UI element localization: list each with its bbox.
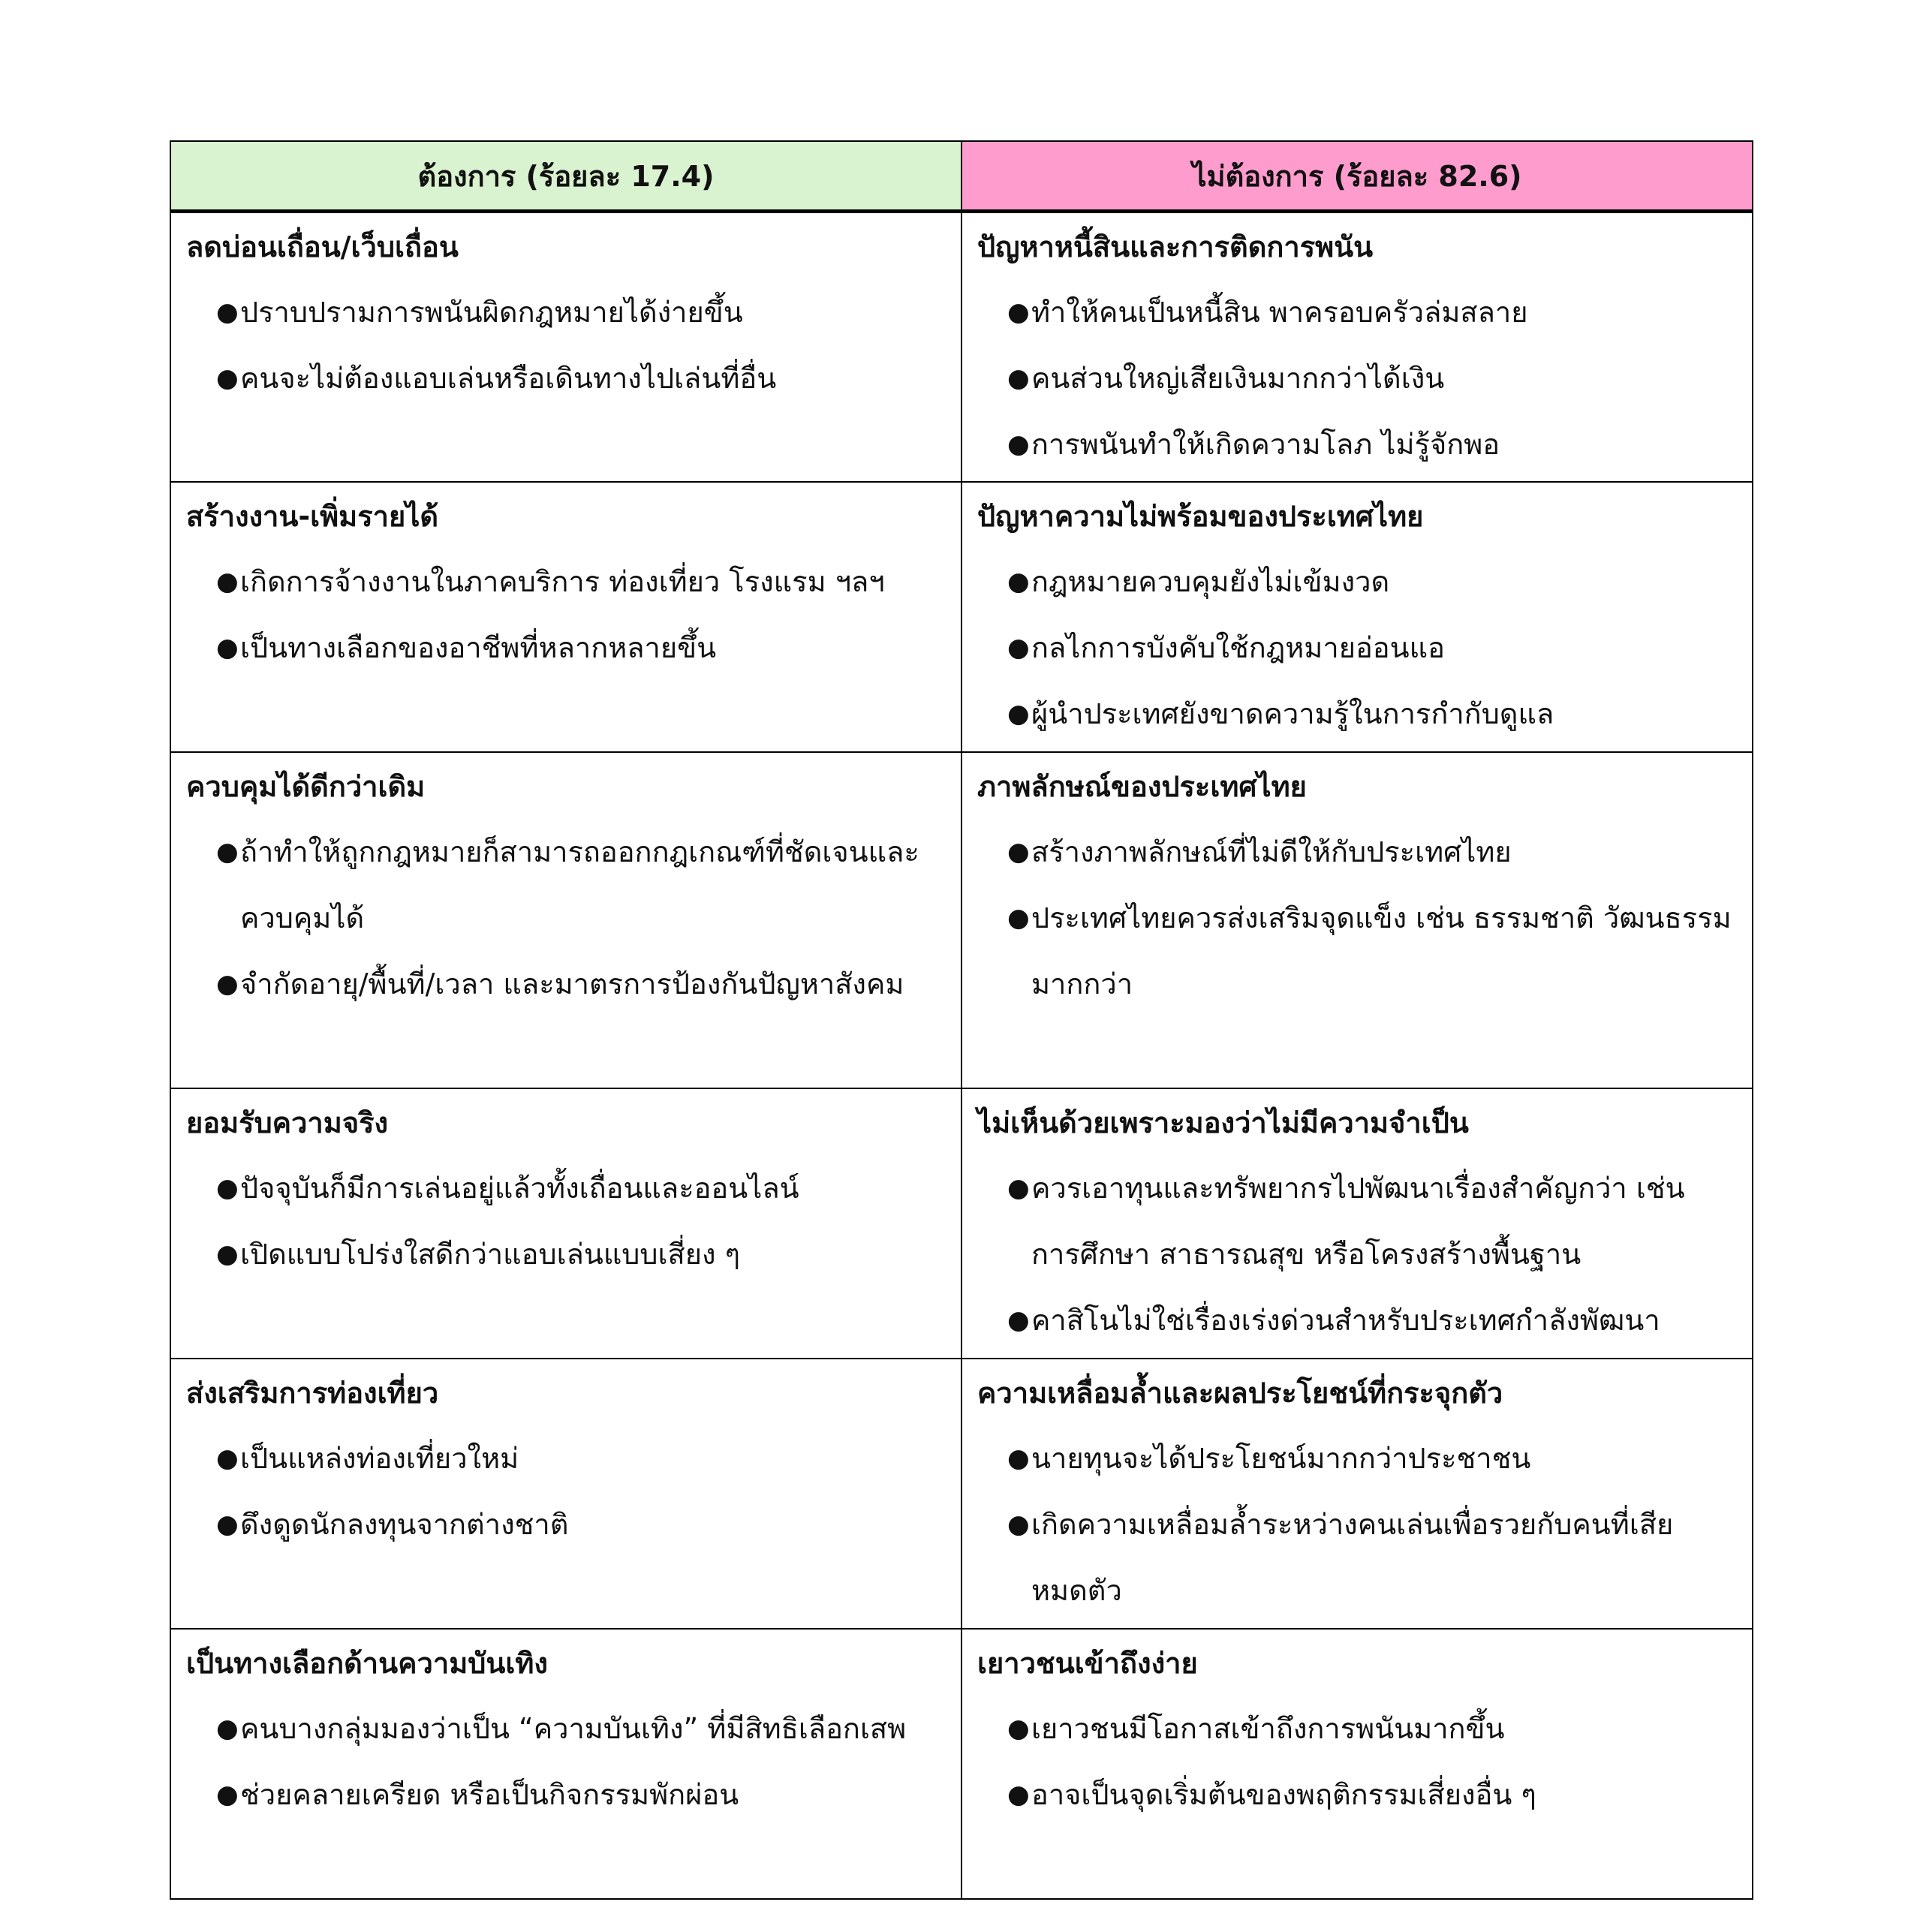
bullet-icon: ● [1007, 698, 1030, 729]
list-item [977, 411, 1737, 477]
bullet-icon: ● [1007, 1305, 1030, 1335]
list-item [977, 681, 1737, 747]
bullet-list [186, 279, 946, 411]
table-row [170, 1359, 1753, 1629]
table-header-row [170, 141, 1753, 212]
header-not-want: ไม่ต้องการ (ร้อยละ 82.6) [962, 141, 1753, 212]
cell-not-want [962, 212, 1753, 482]
cell-not-want [962, 1088, 1753, 1359]
list-item-text: คาสิโนไม่ใช่เรื่องเร่งด่วนสำหรับประเทศกำลังพัฒนา [1031, 1303, 1660, 1337]
bullet-list [186, 549, 946, 681]
bullet-icon: ● [216, 1238, 239, 1269]
bullet-list [186, 1155, 946, 1287]
list-item-text: ควรเอาทุนและทรัพยากรไปพัฒนาเรื่องสำคัญกว่า เช่น การศึกษา สาธารณสุข หรือโครงสร้างพื้นฐาน [1031, 1171, 1685, 1271]
list-item-text: เกิดความเหลื่อมล้ำระหว่างคนเล่นเพื่อรวยกับคนที่เสียหมดตัว [1031, 1507, 1674, 1607]
bullet-icon: ● [216, 836, 239, 867]
bullet-icon: ● [1007, 1172, 1030, 1203]
topic-title: ไม่เห็นด้วยเพราะมองว่าไม่มีความจำเป็น [977, 1106, 1469, 1139]
bullet-icon: ● [1007, 363, 1030, 393]
list-item [186, 1155, 946, 1221]
list-item-text: ปัจจุบันก็มีการเล่นอยู่แล้วทั้งเถื่อนและออนไลน์ [240, 1171, 799, 1205]
cell-want [170, 1359, 962, 1629]
list-item [977, 615, 1737, 681]
list-item [186, 819, 946, 951]
table-row [170, 752, 1753, 1088]
table-row [170, 1629, 1753, 1899]
list-item [186, 279, 946, 345]
list-item-text: ผู้นำประเทศยังขาดความรู้ในการกำกับดูแล [1031, 697, 1554, 730]
list-item [186, 615, 946, 681]
bullet-icon: ● [216, 1713, 239, 1744]
bullet-list [977, 1696, 1737, 1828]
list-item [977, 549, 1737, 615]
bullet-icon: ● [1007, 632, 1030, 663]
table-body [170, 212, 1753, 1899]
list-item-text: สร้างภาพลักษณ์ที่ไม่ดีให้กับประเทศไทย [1031, 835, 1512, 868]
list-item-text: ถ้าทำให้ถูกกฎหมายก็สามารถออกกฎเกณฑ์ที่ชัดเจนและควบคุมได้ [240, 835, 919, 934]
list-item [977, 1425, 1737, 1491]
topic-title: สร้างงาน-เพิ่มรายได้ [186, 499, 439, 533]
cell-not-want [962, 752, 1753, 1088]
list-item-text: เยาวชนมีโอกาสเข้าถึงการพนันมากขึ้น [1031, 1711, 1505, 1745]
list-item [186, 1696, 946, 1762]
topic-title: ส่งเสริมการท่องเที่ยว [186, 1376, 439, 1410]
topic-title: ยอมรับความจริง [186, 1106, 389, 1139]
bullet-icon: ● [1007, 1779, 1030, 1810]
bullet-list [977, 1425, 1737, 1624]
cell-want [170, 1088, 962, 1359]
list-item [186, 1762, 946, 1828]
bullet-icon: ● [1007, 836, 1030, 867]
bullet-icon: ● [1007, 429, 1030, 459]
bullet-list [186, 1425, 946, 1557]
bullet-list [186, 819, 946, 1017]
opinion-table [170, 140, 1753, 1900]
list-item-text: ทำให้คนเป็นหนี้สิน พาครอบครัวล่มสลาย [1031, 296, 1528, 329]
bullet-icon: ● [1007, 566, 1030, 597]
header-want: ต้องการ (ร้อยละ 17.4) [170, 141, 962, 212]
bullet-icon: ● [216, 1779, 239, 1810]
list-item [977, 885, 1737, 1017]
bullet-icon: ● [216, 566, 239, 597]
bullet-icon: ● [1007, 902, 1030, 933]
list-item [977, 1155, 1737, 1287]
cell-not-want [962, 1629, 1753, 1899]
list-item [977, 1762, 1737, 1828]
bullet-list [977, 549, 1737, 747]
list-item-text: เกิดการจ้างงานในภาคบริการ ท่องเที่ยว โรงแรม ฯลฯ [240, 564, 885, 598]
topic-title: เยาวชนเข้าถึงง่าย [977, 1646, 1198, 1680]
topic-title: ควบคุมได้ดีกว่าเดิม [186, 769, 426, 803]
list-item-text: เป็นทางเลือกของอาชีพที่หลากหลายขึ้น [240, 630, 717, 664]
topic-title: ภาพลักษณ์ของประเทศไทย [977, 769, 1307, 803]
table-row [170, 1088, 1753, 1359]
cell-want [170, 752, 962, 1088]
list-item [186, 549, 946, 615]
bullet-list [977, 819, 1737, 1017]
list-item [977, 345, 1737, 411]
list-item-text: คนจะไม่ต้องแอบเล่นหรือเดินทางไปเล่นที่อื่น [240, 362, 777, 395]
bullet-icon: ● [1007, 297, 1030, 327]
list-item-text: เปิดแบบโปร่งใสดีกว่าแอบเล่นแบบเสี่ยง ๆ [240, 1237, 741, 1271]
bullet-list [977, 1155, 1737, 1353]
bullet-icon: ● [216, 1172, 239, 1203]
bullet-icon: ● [216, 632, 239, 663]
bullet-list [186, 1696, 946, 1828]
topic-title: เป็นทางเลือกด้านความบันเทิง [186, 1646, 548, 1680]
list-item [186, 345, 946, 411]
list-item-text: คนส่วนใหญ่เสียเงินมากกว่าได้เงิน [1031, 362, 1445, 395]
list-item-text: ปราบปรามการพนันผิดกฎหมายได้ง่ายขึ้น [240, 296, 743, 329]
list-item [186, 1221, 946, 1287]
topic-title: ปัญหาหนี้สินและการติดการพนัน [977, 230, 1374, 263]
bullet-icon: ● [1007, 1509, 1030, 1539]
bullet-icon: ● [1007, 1713, 1030, 1744]
list-item [977, 1491, 1737, 1624]
list-item [977, 1696, 1737, 1762]
list-item-text: เป็นแหล่งท่องเที่ยวใหม่ [240, 1441, 519, 1475]
bullet-icon: ● [1007, 1443, 1030, 1473]
list-item [186, 951, 946, 1017]
list-item-text: ดึงดูดนักลงทุนจากต่างชาติ [240, 1507, 569, 1541]
cell-not-want [962, 1359, 1753, 1629]
bullet-icon: ● [216, 297, 239, 327]
list-item [977, 279, 1737, 345]
cell-want [170, 212, 962, 482]
topic-title: ปัญหาความไม่พร้อมของประเทศไทย [977, 499, 1424, 533]
bullet-list [977, 279, 1737, 477]
list-item [186, 1491, 946, 1557]
list-item [977, 819, 1737, 885]
list-item-text: นายทุนจะได้ประโยชน์มากกว่าประชาชน [1031, 1441, 1531, 1475]
cell-want [170, 482, 962, 752]
table-row [170, 482, 1753, 752]
bullet-icon: ● [216, 968, 239, 999]
list-item-text: ประเทศไทยควรส่งเสริมจุดแข็ง เช่น ธรรมชาติ วัฒนธรรม มากกว่า [1031, 901, 1732, 1001]
list-item [977, 1287, 1737, 1353]
bullet-icon: ● [216, 1443, 239, 1473]
list-item [186, 1425, 946, 1491]
bullet-icon: ● [216, 363, 239, 393]
list-item-text: อาจเป็นจุดเริ่มต้นของพฤติกรรมเสี่ยงอื่น ๆ [1031, 1777, 1536, 1811]
cell-not-want [962, 482, 1753, 752]
list-item-text: จำกัดอายุ/พื้นที่/เวลา และมาตรการป้องกันปัญหาสังคม [240, 967, 904, 1001]
table-row [170, 212, 1753, 482]
list-item-text: คนบางกลุ่มมองว่าเป็น “ความบันเทิง” ที่มีสิทธิเลือกเสพ [240, 1711, 907, 1745]
topic-title: ความเหลื่อมล้ำและผลประโยชน์ที่กระจุกตัว [977, 1376, 1503, 1410]
bullet-icon: ● [216, 1509, 239, 1539]
list-item-text: กฎหมายควบคุมยังไม่เข้มงวด [1031, 564, 1390, 598]
list-item-text: ช่วยคลายเครียด หรือเป็นกิจกรรมพักผ่อน [240, 1777, 739, 1811]
cell-want [170, 1629, 962, 1899]
topic-title: ลดบ่อนเถื่อน/เว็บเถื่อน [186, 230, 459, 263]
list-item-text: การพนันทำให้เกิดความโลภ ไม่รู้จักพอ [1031, 428, 1500, 461]
list-item-text: กลไกการบังคับใช้กฎหมายอ่อนแอ [1031, 630, 1445, 664]
